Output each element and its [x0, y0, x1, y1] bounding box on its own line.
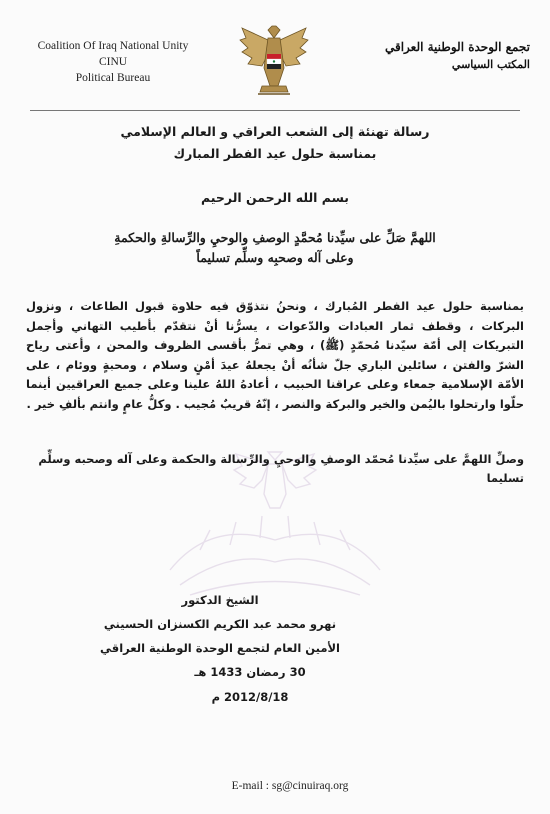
hijri-date: 30 رمضان 1433 هـ — [194, 665, 306, 679]
signatory-name: نهرو محمد عبد الكريم الكسنزان الحسيني — [103, 617, 337, 631]
prayer-line-2: وعلى آله وصحبِه وسلِّم تسليماً — [196, 250, 354, 265]
header-divider — [30, 110, 520, 111]
letter-subtitle: بمناسبة حلول عيد الفطر المبارك — [173, 146, 377, 161]
bureau-name-arabic: المكتب السياسي — [451, 58, 530, 71]
org-name-arabic: تجمع الوحدة الوطنية العراقي — [384, 40, 530, 54]
closing-prayer: وصلِّ اللهمَّ على سيِّدنا مُحمّد الوصفِ والوحيِ والرِّسالة والحكمة وعلى آله وصحبه وسلِّم تسليما — [38, 452, 524, 485]
letter-body: بمناسبة حلول عيد الفطر المُبارك ، ونحنُ نتذوّق فيه حلاوة قبول الطاعات ، ونزول البركات ، وقطف ثمار العبادات والدّعوات ، يسرُّنا أنْ نتقدّم بأطيب التهاني وأجمل التبريكات إلى أمّة سيّدنا مُحمّدٍ (ﷺ) ، وهي تمرُّ بأقسى الظروف والمحن ، وأعتى رياح الشرّ والفتن ، سائلين الباري جلّ شأنُه أنْ يجعلهُ عيدَ أمْنٍ وسلام ، ومحبةٍ ووئام ، على الأمّة الإسلامية جمعاء وعلى عراقنا الحبيب ، أعادهُ اللهُ علينا وعلى جميع العراقيين أينما حلّوا وارتحلوا باليُمن والخير والبركة والنصر ، إنّهُ قريبٌ مُجيب . وكلُّ عامٍ وانتم بألفِ خير . — [26, 299, 524, 411]
org-name-english: Coalition Of Iraq National Unity — [37, 40, 189, 52]
footer-email: E-mail : sg@cinuiraq.org — [231, 780, 349, 792]
signatory-title: الشيخ الدكتور — [181, 593, 259, 607]
arabic-letterhead — [350, 38, 530, 74]
signatory-position: الأمين العام لتجمع الوحدة الوطنية العراقي — [100, 641, 340, 655]
org-abbreviation: CINU — [98, 56, 128, 68]
english-letterhead — [28, 38, 198, 86]
eagle-emblem-icon — [238, 24, 310, 100]
letter-title: رسالة تهنئة إلى الشعب العراقي و العالم الإسلامي — [120, 124, 430, 139]
bureau-name-english: Political Bureau — [75, 72, 151, 84]
gregorian-date: 2012/8/18 م — [211, 690, 289, 704]
basmala: بسم الله الرحمن الرحيم — [201, 190, 349, 205]
prayer-line-1: اللهمَّ صَلِّ على سيِّدنا مُحمَّدٍ الوصفِ والوحيِ والرِّسالةِ والحكمةِ — [114, 230, 436, 245]
